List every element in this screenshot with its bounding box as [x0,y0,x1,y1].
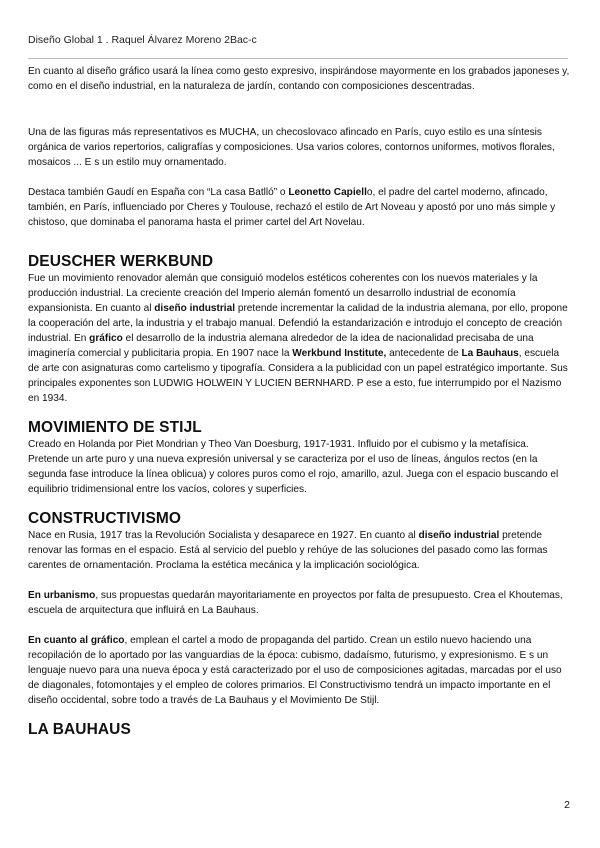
text-span: , escuela de arte con asignaturas como cartelismo y tipografía. Considera a la publicidad con un papel estratégico importante. Sus principales exponentes son LUDWIG HOLWEIN Y LUCIEN BERNHARD. P ese a esto, fue interrumpido por el Nazismo en 1934. [28,348,568,404]
section-title-bauhaus: LA BAUHAUS [28,721,131,738]
text-span: antecedente de [386,348,462,359]
bold-term: La Bauhaus [461,348,519,359]
document-header: Diseño Global 1 . Raquel Álvarez Moreno 2Bac-c [28,34,257,46]
bold-term: Werkbund Institute, [292,348,387,359]
intro-paragraph-2: Una de las figuras más representativos es MUCHA, un checoslovaco afincado en París, cuyo estilo es una síntesis orgánica de varios repertorios, caligrafías y composiciones. Usa varios colores, contornos uniformes, motivos florales, mosaicos ... E s un estilo muy ornamentado. [28,127,555,168]
text-span: pretende incrementar la calidad de la industria alemana, por ello, propone la cooperación del arte, la industria y el trabajo manual. Defendió la estandarización e introdujo el concepto de creación industrial. En [28,303,568,344]
text-span: Destaca también Gaudí en España con “La casa Batlló” o [28,187,289,198]
section-title-werkbund: DEUSCHER WERKBUND [28,253,214,270]
text-span: o, el padre del cartel moderno, afincado, también, en París, influenciado por Cheres y Toulouse, rechazó el estilo de Art Noveau y apostó por uno más simple y chistoso, que dominaba el panorama hasta el primer cartel del Art Novelau. [28,187,556,228]
text-span: el desarrollo de la industria alemana alrededor de la idea de nacionalidad precisaba de una imaginería comercial y publicitaria propia. En 1907 nace la [28,333,534,359]
intro-paragraph-3 [28,185,570,230]
text-span: , emplean el cartel a modo de propaganda del partido. Crean un estilo nuevo haciendo una recopilación de lo aportado por las vanguardias de la época: cubismo, dadaísmo, futurismo, y expresionismo. E s un lenguaje nuevo para una nueva época y está caracterizado por el uso de composiciones agitadas, marcadas por el uso de diagonales, fotomontajes y el empleo de colores primarios. El Constructivismo tendrá un impacto importante en el diseño occidental, sobre todo a través de La Bauhaus y el Movimiento De Stijl. [28,635,562,706]
bold-term: Leonetto Capiell [288,187,367,198]
section-title-stijl: MOVIMIENTO DE STIJL [28,419,202,436]
text-span: Nace en Rusia, 1917 tras la Revolución Socialista y desaparece en 1927. En cuanto al [28,530,419,541]
document-body [28,64,570,739]
text-span: pretende renovar las formas en el espacio. Está al servicio del pueblo y rehúye de las soluciones del pasado como las formas carentes de ornamentación. Proclama la estética mecánica y la implicación sociológica. [28,530,548,571]
bold-term: gráfico [89,333,123,344]
bold-term: En urbanismo [28,590,96,601]
constructivismo-paragraph-2 [28,588,570,618]
text-span: Fue un movimiento renovador alemán que consiguió modelos estéticos coherentes con los nuevos materiales y la producción industrial. La creciente creación del Imperio alemán fomentó un desarrollo industrial de economía expansionista. En cuanto al [28,273,538,314]
constructivismo-paragraph-1 [28,528,570,573]
bold-term: diseño industrial [418,530,500,541]
section-title-constructivismo: CONSTRUCTIVISMO [28,510,182,527]
text-span: , sus propuestas quedarán mayoritariamente en proyectos por falta de presupuesto. Crea el Khoutemas, escuela de arquitectura que influirá en La Bauhaus. [28,590,563,616]
bold-term: diseño industrial [154,303,236,314]
werkbund-paragraph [28,271,570,406]
header-divider [28,58,568,59]
constructivismo-paragraph-3 [28,633,570,708]
intro-paragraph-1: En cuanto al diseño gráfico usará la línea como gesto expresivo, inspirándose mayormente en los grabados japoneses y, como en el diseño industrial, en la naturaleza de jardín, contando con composiciones descentradas. [28,66,570,92]
page-number: 2 [564,799,570,811]
bold-term: En cuanto al gráfico [28,635,125,646]
stijl-paragraph: Creado en Holanda por Piet Mondrian y Theo Van Doesburg, 1917-1931. Influido por el cubismo y la metafísica. Pretende un arte puro y una nueva expresión universal y se caracteriza por el uso de líneas, ángulos rectos (en la segunda fase introduce la línea oblicua) y colores puros como el rojo, amarillo, azul. Juega con el espacio buscando el equilibrio tridimensional entre los vacíos, colores y superficies. [28,439,559,495]
